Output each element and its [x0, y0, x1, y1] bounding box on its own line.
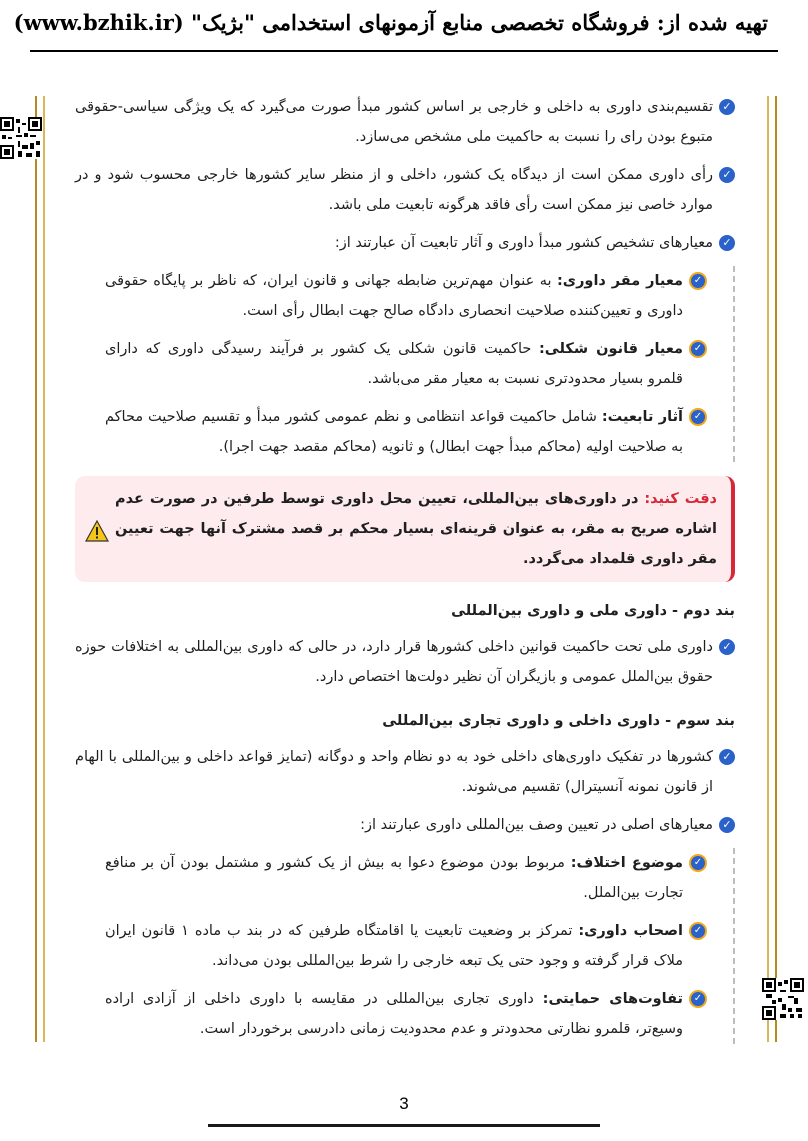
criteria-item: ✓ تفاوت‌های حمایتی: داوری تجاری بین‌المللی در مقایسه با داوری داخلی از آزادی اراده وسیع‌تر، قلمرو نظارتی محدودتر و عدم محدودیت زمانی دادرسی برخوردار است. — [105, 984, 707, 1044]
header-divider — [30, 50, 778, 52]
check-badge-icon: ✓ — [689, 854, 707, 872]
check-icon: ✓ — [719, 167, 735, 183]
check-badge-icon: ✓ — [689, 408, 707, 426]
criteria-list — [105, 848, 735, 1044]
list-item: ✓ رأی داوری ممکن است از دیدگاه یک کشور، داخلی و از منظر سایر کشورها خارجی محسوب شود و در موارد خاصی نیز ممکن است رأی فاقد هرگونه تابعیت ملی باشد. — [75, 160, 735, 220]
page-content — [75, 92, 735, 1052]
check-icon: ✓ — [719, 99, 735, 115]
note-title: دقت کنید: — [644, 491, 718, 507]
list-item: ✓ کشورها در تفکیک داوری‌های داخلی خود به دو نظام واحد و دوگانه (تمایز قواعد داخلی و بین‌المللی با الهام از قانون نمونه آنسیترال) تقسیم می‌شوند. — [75, 742, 735, 802]
note-text: در داوری‌های بین‌المللی، تعیین محل داوری توسط طرفین در صورت عدم اشاره صریح به مقر، به عنوان قرینه‌ای بسیار محکم بر قصد مشترک آنها جهت تعیین مقر داوری قلمداد می‌گردد. — [115, 491, 717, 567]
note-box — [75, 476, 735, 582]
check-icon: ✓ — [719, 639, 735, 655]
page-number: 3 — [399, 1094, 409, 1113]
list-item: ✓ داوری ملی تحت حاکمیت قوانین داخلی کشورها قرار دارد، در حالی که داوری بین‌المللی به اختلافات حوزه حقوق بین‌الملل عمومی و بازیگران آن نظیر دولت‌ها اختصاص دارد. — [75, 632, 735, 692]
check-badge-icon: ✓ — [689, 272, 707, 290]
header-prefix: تهیه شده از: — [649, 10, 768, 35]
left-border — [35, 96, 45, 1042]
check-badge-icon: ✓ — [689, 990, 707, 1008]
list-item: ✓ تقسیم‌بندی داوری به داخلی و خارجی بر اساس کشور مبدأ صورت می‌گیرد که یک ویژگی سیاسی-حقوقی متبوع بودن رای را نسبت به حاکمیت ملی مشخص می‌سازد. — [75, 92, 735, 152]
footer-divider — [208, 1124, 600, 1127]
check-icon: ✓ — [719, 749, 735, 765]
qr-code-icon — [0, 117, 42, 159]
page-header — [0, 0, 808, 60]
criteria-item: ✓ آثار تابعیت: شامل حاکمیت قواعد انتظامی و نظم عمومی کشور مبدأ و تقسیم صلاحیت محاکم به صلاحیت اولیه (محاکم مبدأ جهت ابطال) و ثانویه (محاکم مقصد جهت اجرا). — [105, 402, 707, 462]
criteria-list — [105, 266, 735, 462]
section-heading: بند دوم - داوری ملی و داوری بین‌المللی — [451, 603, 735, 619]
header-url: (www.bzhik.ir) — [13, 10, 184, 35]
right-border — [767, 96, 777, 1042]
criteria-item: ✓ موضوع اختلاف: مربوط بودن موضوع دعوا به بیش از یک کشور و مشتمل بودن آن بر منافع تجارت بین‌الملل. — [105, 848, 707, 908]
qr-code-icon — [762, 978, 804, 1020]
list-item: ✓ معیارهای تشخیص کشور مبدأ داوری و آثار تابعیت آن عبارتند از: — [75, 228, 735, 258]
check-icon: ✓ — [719, 235, 735, 251]
criteria-item: ✓ معیار قانون شکلی: حاکمیت قانون شکلی یک کشور بر فرآیند رسیدگی داوری که دارای قلمرو بسیار محدودتری نسبت به معیار مقر می‌باشد. — [105, 334, 707, 394]
header-site: فروشگاه تخصصی منابع آزمونهای استخدامی — [254, 10, 650, 35]
section-heading: بند سوم - داوری داخلی و داوری تجاری بین‌المللی — [382, 713, 735, 729]
header-brand: "بژیک" — [183, 10, 255, 35]
criteria-item: ✓ معیار مقر داوری: به عنوان مهم‌ترین ضابطه جهانی و قانون ایران، که ناظر بر پایگاه حقوقی داوری و تعیین‌کننده صلاحیت انحصاری دادگاه صالح جهت ابطال رأی است. — [105, 266, 707, 326]
warning-icon — [85, 520, 109, 542]
header-text — [13, 10, 768, 35]
check-badge-icon: ✓ — [689, 922, 707, 940]
check-icon: ✓ — [719, 817, 735, 833]
check-badge-icon: ✓ — [689, 340, 707, 358]
list-item: ✓ معیارهای اصلی در تعیین وصف بین‌المللی داوری عبارتند از: — [75, 810, 735, 840]
criteria-item: ✓ اصحاب داوری: تمرکز بر وضعیت تابعیت یا اقامتگاه طرفین که در بند ب ماده ۱ قانون ایران ملاک قرار گرفته و وجود حتی یک تبعه خارجی را شرط بین‌المللی بودن می‌داند. — [105, 916, 707, 976]
